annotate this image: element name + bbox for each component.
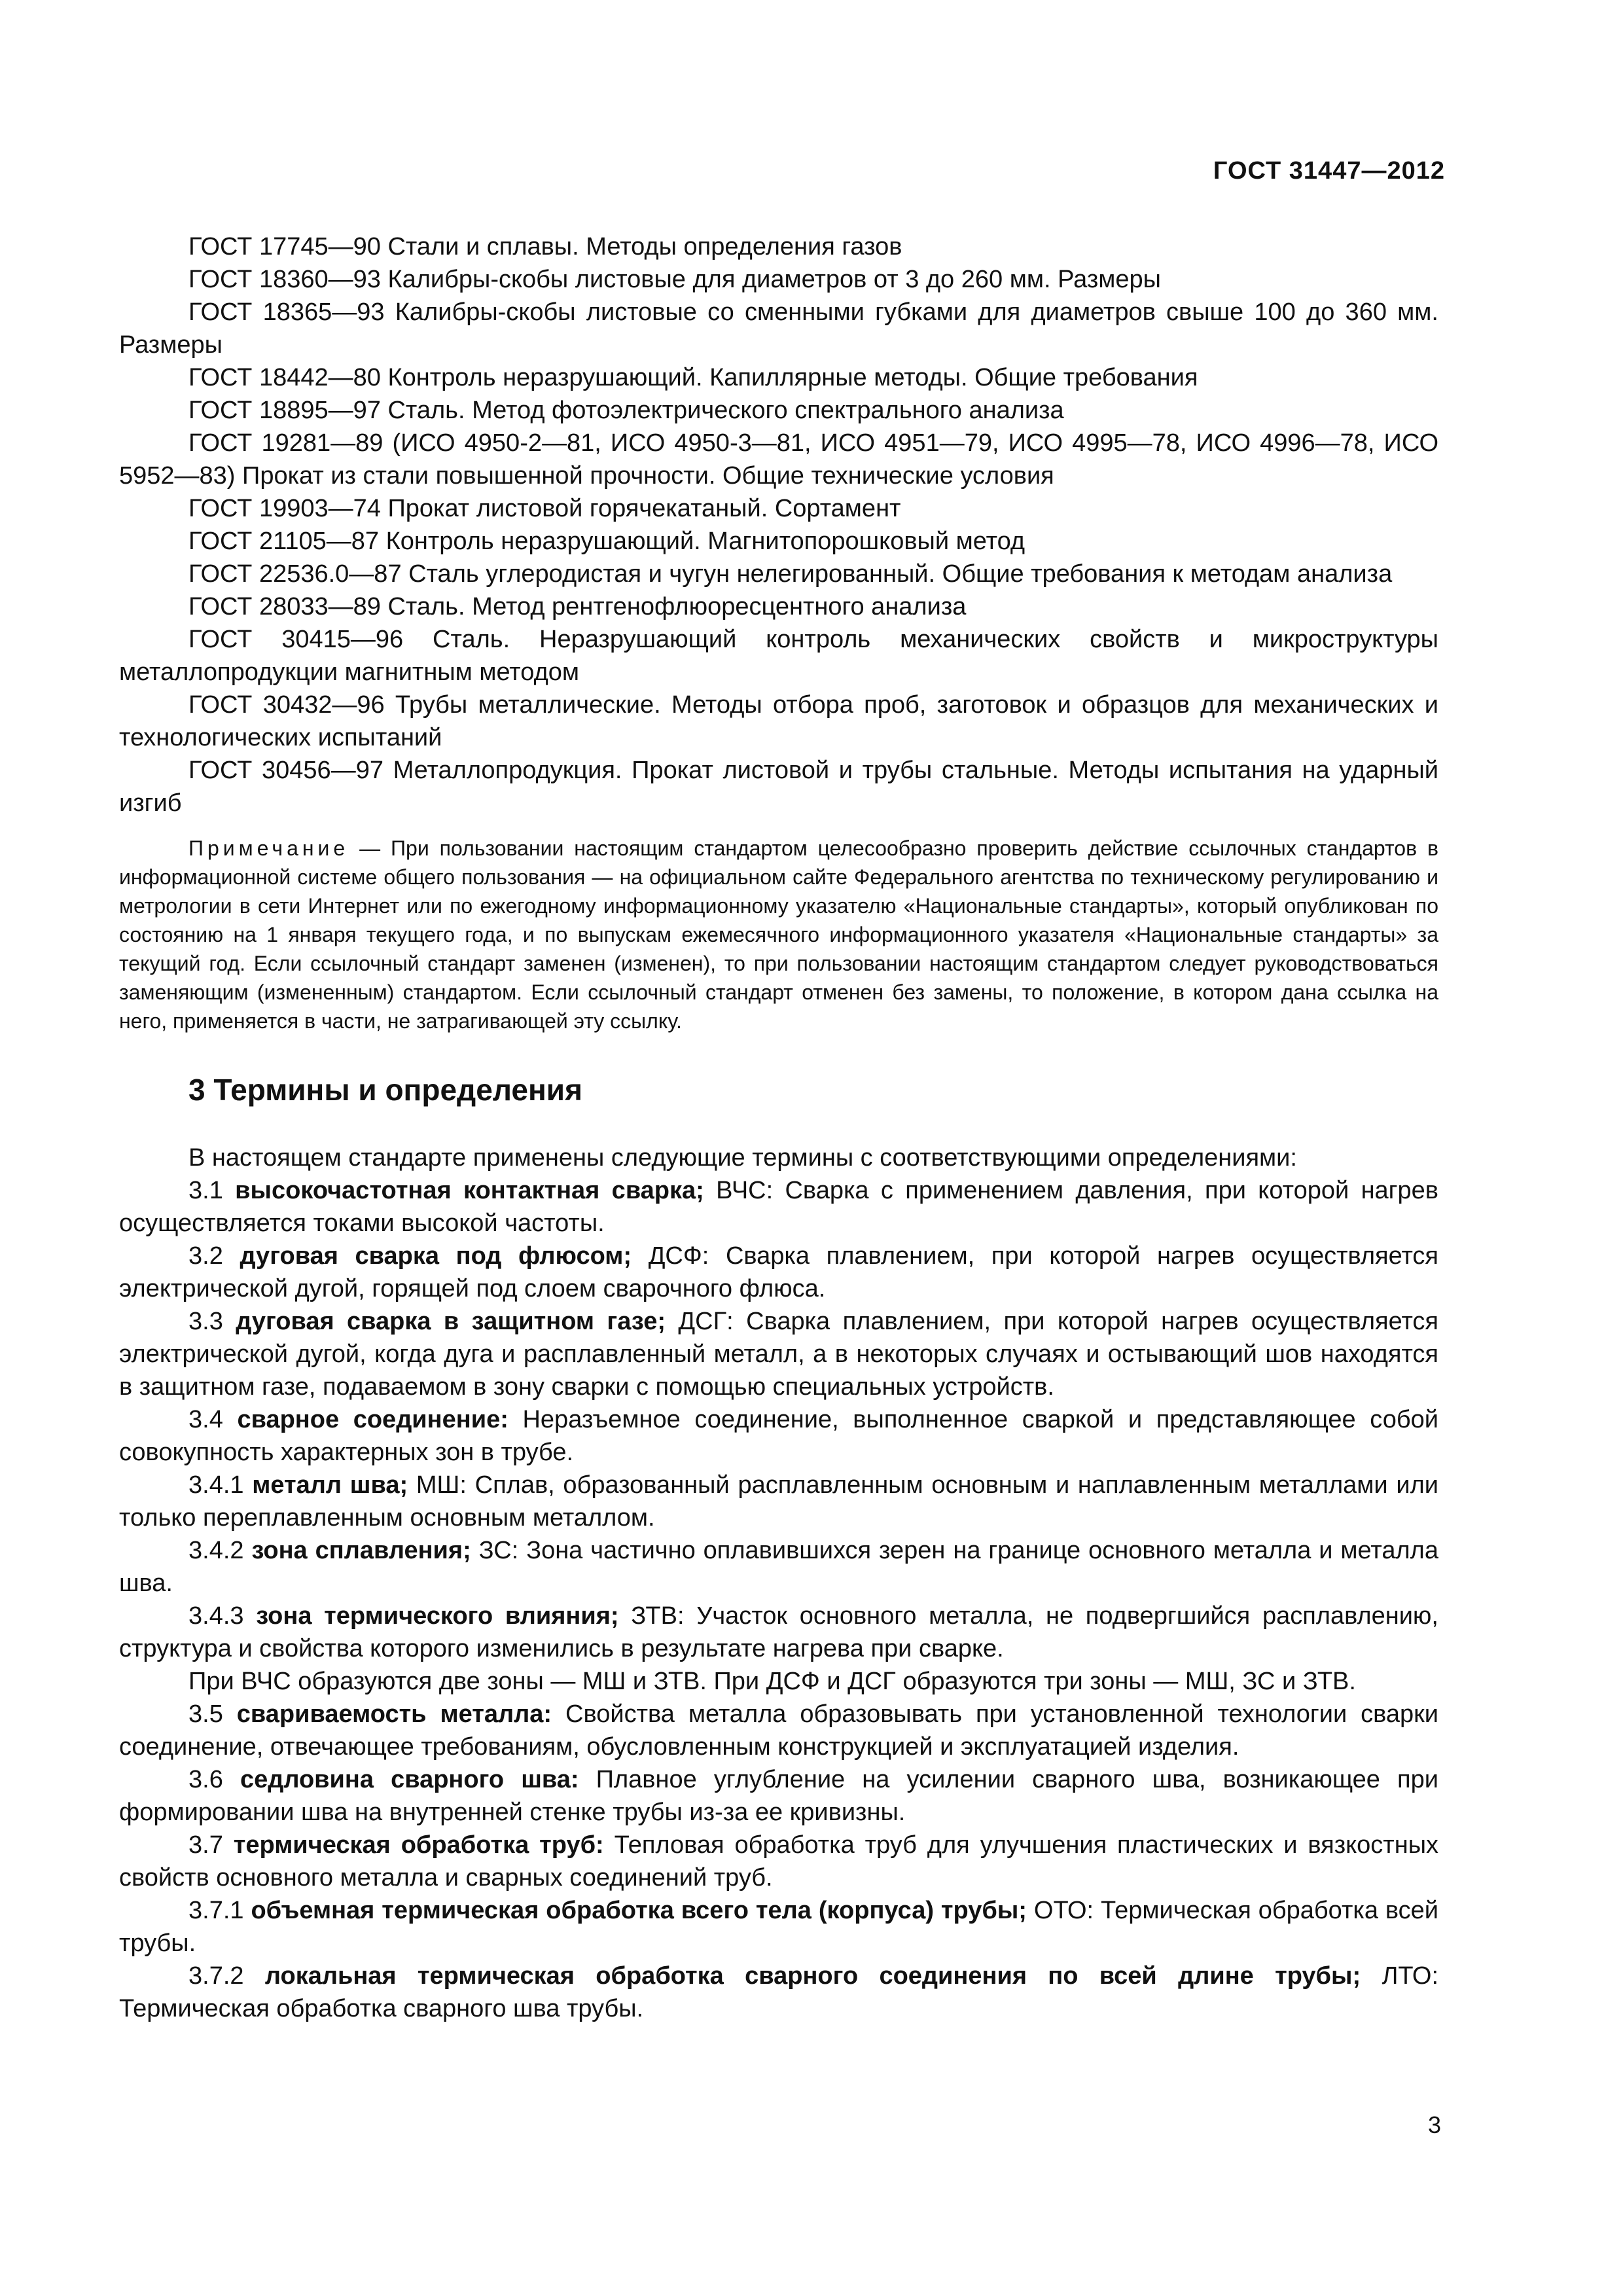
term-definition: ЛТО: Термическая обработка сварного шва трубы.	[119, 1962, 1438, 2022]
term-name: дуговая сварка в защитном газе;	[236, 1308, 666, 1335]
term-number: 3.3	[188, 1308, 223, 1335]
reference-item: ГОСТ 19903—74 Прокат листовой горячекатаный. Сортамент	[188, 495, 901, 522]
reference-item: ГОСТ 17745—90 Стали и сплавы. Методы определения газов	[188, 233, 902, 260]
term-name: сварное соединение:	[237, 1406, 508, 1433]
terms-list	[119, 1174, 1438, 2025]
term-entry	[119, 1174, 1438, 1240]
term-number: 3.7	[188, 1831, 223, 1859]
term-definition: ОТО: Термическая обработка всей трубы.	[119, 1897, 1439, 1957]
term-entry	[119, 1829, 1438, 1894]
reference-item: ГОСТ 19281—89 (ИСО 4950-2—81, ИСО 4950-3—81, ИСО 4951—79, ИСО 4995—78, ИСО 4996—78, ИСО 5952—83) Прокат из стали повышенной прочности. Общие технические условия	[119, 429, 1438, 490]
term-name: зона термического влияния;	[256, 1602, 619, 1630]
term-entry	[119, 1403, 1438, 1469]
term-number: 3.4.2	[188, 1537, 244, 1564]
section-title: 3 Термины и определения	[188, 1073, 582, 1107]
term-entry	[119, 1763, 1438, 1829]
term-definition: ЗС: Зона частично оплавившихся зерен на границе основного металла и металла шва.	[119, 1537, 1438, 1597]
term-name: термическая обработка труб:	[233, 1831, 604, 1859]
note-text: — При пользовании настоящим стандартом целесообразно проверить действие ссылочных стандартов в информационной системе общего пользования — на официальном сайте Федерального агентства по техническому регулированию и метрологии в сети Интернет или по ежегодному информационному указателю «Национальные стандарты», который опубликован по состоянию на 1 января текущего года, и по выпускам ежемесячного информационного указателя «Национальные стандарты» за текущий год. Если ссылочный стандарт заменен (изменен), то при пользовании настоящим стандартом следует руководствоваться заменяющим (измененным) стандартом. Если ссылочный стандарт отменен без замены, то положение, в котором дана ссылка на него, применяется в части, не затрагивающей эту ссылку.	[119, 836, 1438, 1033]
term-name: высокочастотная контактная сварка;	[235, 1177, 704, 1204]
standard-header: ГОСТ 31447—2012	[1213, 157, 1445, 185]
term-entry	[119, 1469, 1438, 1534]
term-number: 3.4	[188, 1406, 223, 1433]
term-definition: Неразъемное соединение, выполненное сваркой и представляющее собой совокупность характерных зон в трубе.	[119, 1406, 1438, 1466]
term-definition: Тепловая обработка труб для улучшения пластических и вязкостных свойств основного металла и сварных соединений труб.	[119, 1831, 1439, 1892]
term-number: 3.1	[188, 1177, 223, 1204]
term-entry	[119, 1305, 1438, 1403]
term-definition: Свойства металла образовывать при установленной технологии сварки соединение, отвечающее требованиям, обусловленным конструкцией и эксплуатацией изделия.	[119, 1700, 1438, 1761]
term-name: объемная термическая обработка всего тела (корпуса) трубы;	[251, 1897, 1027, 1924]
term-name: зона сплавления;	[251, 1537, 471, 1564]
term-name: седловина сварного шва:	[240, 1766, 579, 1793]
term-number: 3.6	[188, 1766, 223, 1793]
term-entry	[119, 1534, 1438, 1600]
reference-item: ГОСТ 18360—93 Калибры-скобы листовые для диаметров от 3 до 260 мм. Размеры	[188, 266, 1161, 293]
term-definition: ЗТВ: Участок основного металла, не подвергшийся расплавлению, структура и свойства которого изменились в результате нагрева при сварке.	[119, 1602, 1438, 1662]
term-entry	[119, 1600, 1438, 1665]
term-entry	[119, 1894, 1438, 1960]
reference-item: ГОСТ 18442—80 Контроль неразрушающий. Капиллярные методы. Общие требования	[188, 364, 1198, 391]
term-definition: Плавное углубление на усилении сварного шва, возникающее при формировании шва на внутренней стенке трубы из-за ее кривизны.	[119, 1766, 1438, 1826]
note-label: Примечание	[188, 836, 349, 860]
term-entry	[119, 1240, 1438, 1305]
section-intro: В настоящем стандарте применены следующие термины с соответствующими определениями:	[188, 1144, 1297, 1172]
page-content	[119, 230, 1438, 2025]
term-definition: ДСФ: Сварка плавлением, при которой нагрев осуществляется электрической дугой, горящей под слоем сварочного флюса.	[119, 1242, 1439, 1302]
term-number: 3.7.1	[188, 1897, 244, 1924]
term-number: 3.2	[188, 1242, 223, 1270]
term-name: металл шва;	[252, 1471, 408, 1499]
term-name: свариваемость металла:	[236, 1700, 552, 1728]
reference-item: ГОСТ 30456—97 Металлопродукция. Прокат листовой и трубы стальные. Методы испытания на ударный изгиб	[119, 757, 1438, 817]
reference-item: ГОСТ 18895—97 Сталь. Метод фотоэлектрического спектрального анализа	[188, 397, 1064, 424]
term-entry	[119, 1698, 1438, 1763]
term-name: локальная термическая обработка сварного соединения по всей длине трубы;	[264, 1962, 1361, 1990]
term-name: дуговая сварка под флюсом;	[240, 1242, 632, 1270]
reference-item: ГОСТ 22536.0—87 Сталь углеродистая и чугун нелегированный. Общие требования к методам анализа	[188, 560, 1393, 588]
term-definition: ДСГ: Сварка плавлением, при которой нагрев осуществляется электрической дугой, когда дуга и расплавленный металл, а в некоторых случаях и остывающий шов находятся в защитном газе, подаваемом в зону сварки с помощью специальных устройств.	[119, 1308, 1439, 1401]
term-number: 3.5	[188, 1700, 223, 1728]
term-number: 3.4.1	[188, 1471, 244, 1499]
term-entry	[119, 1960, 1438, 2025]
term-number: 3.7.2	[188, 1962, 244, 1990]
term-note: При ВЧС образуются две зоны — МШ и ЗТВ. При ДСФ и ДСГ образуются три зоны — МШ, ЗС и ЗТВ.	[188, 1668, 1356, 1695]
reference-item: ГОСТ 21105—87 Контроль неразрушающий. Магнитопорошковый метод	[188, 528, 1026, 555]
note-paragraph	[119, 834, 1438, 1035]
reference-list	[119, 230, 1438, 819]
term-definition: ВЧС: Сварка с применением давления, при которой нагрев осуществляется токами высокой частоты.	[119, 1177, 1438, 1237]
page-number: 3	[1427, 2111, 1441, 2138]
term-number: 3.4.3	[188, 1602, 244, 1630]
reference-item: ГОСТ 30432—96 Трубы металлические. Методы отбора проб, заготовок и образцов для механических и технологических испытаний	[119, 691, 1438, 751]
term-definition: МШ: Сплав, образованный расплавленным основным и наплавленным металлами или только переплавленным основным металлом.	[119, 1471, 1438, 1532]
reference-item: ГОСТ 28033—89 Сталь. Метод рентгенофлюоресцентного анализа	[188, 593, 967, 620]
reference-item: ГОСТ 18365—93 Калибры-скобы листовые со сменными губками для диаметров свыше 100 до 360 мм. Размеры	[119, 298, 1438, 359]
reference-item: ГОСТ 30415—96 Сталь. Неразрушающий контроль механических свойств и микроструктуры металлопродукции магнитным методом	[119, 626, 1438, 686]
